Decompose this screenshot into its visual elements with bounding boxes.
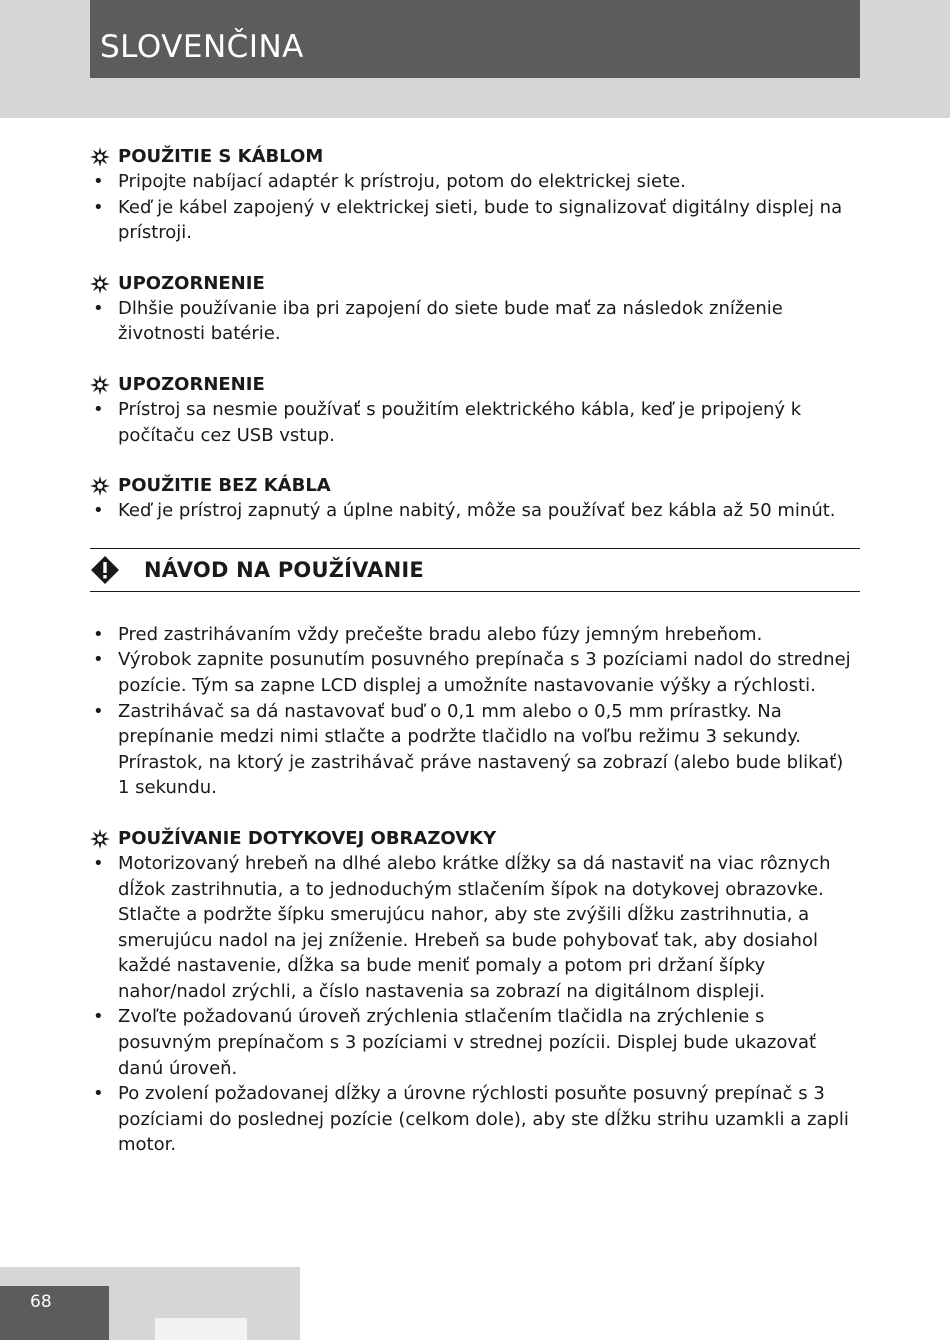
list-item: • Zvoľte požadovanú úroveň zrýchlenia stlačením tlačidla na zrýchlenie s posuvným prepínačom s 3 pozíciami v strednej pozícii. Displej bude ukazovať danú úroveň.	[90, 1004, 860, 1081]
page-number-box	[0, 1286, 109, 1340]
list-item: • Motorizovaný hrebeň na dlhé alebo krátke dĺžky sa dá nastaviť na viac rôznych dĺžok zastrihnutia, a to jednoduchým stlačením šípok na dotykovej obrazovke. Stlačte a podržte šípku smerujúcu nahor, aby ste zvýšili dĺžku zastrihnutia, a smerujúcu nadol na jej zníženie. Hrebeň sa bude pohybovať tak, aby dosiahol každé nastavenie, dĺžka sa bude meniť pomaly a potom pri držaní šípky nahor/nadol zrýchli, a číslo nastavenia sa zobrazí na digitálnom displeji.	[90, 851, 860, 1005]
list-item: • Keď je kábel zapojený v elektrickej sieti, bude to signalizovať digitálny displej na prístroji.	[90, 195, 860, 246]
star-burst-icon	[90, 147, 110, 167]
star-burst-icon	[90, 274, 110, 294]
section-title: UPOZORNENIE	[118, 373, 265, 395]
instructions-list	[90, 622, 860, 801]
section-title: POUŽÍVANIE DOTYKOVEJ OBRAZOVKY	[118, 827, 497, 849]
section-touch-screen	[90, 827, 860, 1158]
language-header	[90, 0, 860, 78]
page-content	[90, 145, 860, 1158]
list-item: • Prístroj sa nesmie používať s použitím elektrického kábla, keď je pripojený k počítaču cez USB vstup.	[90, 397, 860, 448]
list-item: • Keď je prístroj zapnutý a úplne nabitý, môže sa používať bez kábla až 50 minút.	[90, 498, 860, 524]
star-burst-icon	[90, 375, 110, 395]
section-cordless-use	[90, 474, 860, 524]
list-item: • Pripojte nabíjací adaptér k prístroju, potom do elektrickej siete.	[90, 169, 860, 195]
instructions-title: NÁVOD NA POUŽÍVANIE	[144, 557, 424, 582]
star-burst-icon	[90, 476, 110, 496]
list-item: • Po zvolení požadovanej dĺžky a úrovne rýchlosti posuňte posuvný prepínač s 3 pozíciami do poslednej pozície (celkom dole), aby ste dĺžku strihu uzamkli a zapli motor.	[90, 1081, 860, 1158]
section-warning-1	[90, 272, 860, 347]
list-item: • Dlhšie používanie iba pri zapojení do siete bude mať za následok zníženie životnosti batérie.	[90, 296, 860, 347]
section-warning-2	[90, 373, 860, 448]
footer-divider	[155, 1318, 247, 1340]
list-item: • Pred zastrihávaním vždy prečešte bradu alebo fúzy jemným hrebeňom.	[90, 622, 860, 648]
language-title: SLOVENČINA	[100, 29, 304, 65]
section-title: POUŽITIE BEZ KÁBLA	[118, 475, 331, 497]
section-title: POUŽITIE S KÁBLOM	[118, 146, 324, 167]
list-item: • Výrobok zapnite posunutím posuvného prepínača s 3 pozíciami nadol do strednej pozície. Tým sa zapne LCD displej a umožníte nastavovanie výšky a rýchlosti.	[90, 647, 860, 698]
section-title: UPOZORNENIE	[118, 272, 265, 294]
list-item: • Zastrihávač sa dá nastavovať buď o 0,1 mm alebo o 0,5 mm prírastky. Na prepínanie medzi nimi stlačte a podržte tlačidlo na voľbu režimu 3 sekundy. Prírastok, na ktorý je zastrihávač práve nastavený sa zobrazí (alebo bude blikať) 1 sekundu.	[90, 699, 860, 801]
instructions-heading	[90, 548, 860, 592]
star-burst-icon	[90, 829, 110, 849]
warning-icon	[90, 555, 120, 585]
page-number: 68	[30, 1292, 52, 1312]
section-cable-use	[90, 145, 860, 246]
